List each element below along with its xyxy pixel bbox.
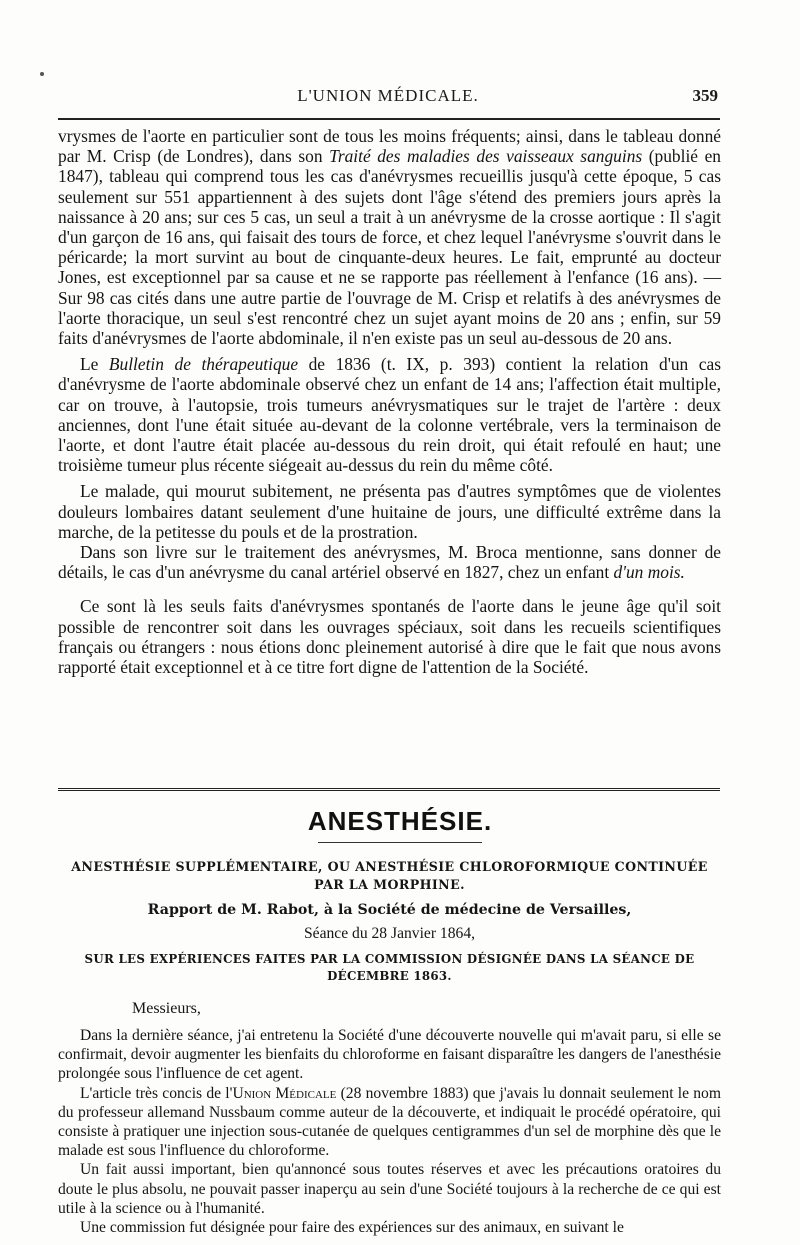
paragraph-text: Le: [80, 354, 109, 375]
paragraph-crisp: [58, 126, 721, 348]
section-subheading: ANESTHÉSIE SUPPLÉMENTAIRE, OU ANESTHÉSIE CHLOROFORMIQUE CONTINUÉE PAR LA MORPHINE.: [71, 859, 708, 892]
paragraph-broca: [58, 542, 721, 582]
ink-speck: [40, 72, 44, 76]
paragraph-text: Dans son livre sur le traitement des anévrysmes, M. Broca mentionne, sans donner de détails, le cas d'un anévrysme du canal artériel observé en 1827, chez un enfant: [58, 542, 721, 583]
section-title-underline: [318, 842, 482, 843]
report-body: [58, 1026, 721, 1237]
section-divider: [58, 788, 720, 795]
paragraph-conclusion: Ce sont là les seuls faits d'anévrysmes spontanés de l'aorte dans le jeune âge qu'il soit possible de rencontrer soit dans les ouvrages spéciaux, soit dans les recueils scientifiques français ou étrangers : nous étions donc pleinement autorisé à dire que le fait que nous avons rapporté était exceptionnel et à ce titre fort digne de l'attention de la Société.: [58, 596, 721, 678]
paragraph-malade: Le malade, qui mourut subitement, ne présenta pas d'autres symptômes que de violentes douleurs lombaires datant seulement d'une huitaine de jours, une difficulté extrême dans la marche, de la petitesse du pouls et de la prostration.: [58, 481, 721, 542]
page-number: 359: [692, 86, 718, 105]
paragraph-bulletin: [58, 354, 721, 475]
session-date: Séance du 28 Janvier 1864,: [303, 925, 476, 942]
running-title: L'UNION MÉDICALE.: [297, 86, 479, 105]
paragraph-article-concis: [58, 1084, 721, 1161]
article-body: [58, 126, 721, 677]
report-attribution: Rapport de M. Rabot, à la Société de médecine de Versailles,: [147, 902, 632, 918]
paragraph-text: (28 novembre 1883) que j'avais lu donnait seulement le nom du professeur allemand Nussbaum comme auteur de la découverte, et indiquait le procédé opératoire, qui consiste à pratiquer une injection sous-cutanée de quelques centigrammes d'un sel de morphine dès que le malade est sous l'influence du chloroforme.: [58, 1084, 721, 1160]
paragraph-derniere-seance: Dans la dernière séance, j'ai entretenu la Société d'une découverte nouvelle qui m'avait paru, si elle se confirmait, devoir augmenter les bienfaits du chloroforme en faisant disparaître les dangers de l'anesthésie prolongée sous l'influence de cet agent.: [58, 1027, 721, 1083]
anesthesia-section: [58, 858, 721, 1237]
journal-name: Union Médicale: [232, 1084, 337, 1102]
commission-heading: SUR LES EXPÉRIENCES FAITES PAR LA COMMISSION DÉSIGNÉE DANS LA SÉANCE DE DÉCEMBRE 1863.: [84, 952, 695, 983]
age-emphasis: d'un mois.: [613, 562, 685, 583]
paragraph-commission: Une commission fut désignée pour faire des expériences sur des animaux, en suivant le: [80, 1219, 624, 1237]
paragraph-text: (publié en 1847), tableau qui comprend tous les cas d'anévrysmes recueillis jusqu'à cette époque, 5 cas seulement sur 551 appartiennent à des sujets dont l'âge s'étend des premiers jours après la naissance à 20 ans; sur ces 5 cas, un seul a trait à un anévrysme de la crosse aortique : Il s'agit d'un garçon de 16 ans, qui faisait des tours de force, et chez lequel l'anévrysme s'ouvrit dans le péricarde; la mort survint au bout de cinquante-deux heures. Le fait, emprunté au docteur Jones, est exceptionnel par sa cause et ne se rapporte pas réellement à l'enfance (16 ans). — Sur 98 cas cités dans une autre partie de l'ouvrage de M. Crisp et relatifs à des anévrysmes de l'aorte thoracique, un seul s'est rencontré chez un sujet ayant moins de 20 ans ; enfin, sur 59 faits d'anévrysmes de l'aorte abdominale, il n'en existe pas un seul au-dessous de 20 ans.: [58, 146, 721, 349]
book-title: Traité des maladies des vaisseaux sanguins: [329, 146, 643, 167]
paragraph-text: de 1836 (t. IX, p. 393) contient la relation d'un cas d'anévrysme de l'aorte abdominale observé chez un enfant de 14 ans; l'affection était multiple, car on trouve, à l'autopsie, trois tumeurs anévrysmatiques sur le trajet de l'artère : deux anciennes, dont l'une était située au-devant de la colonne vertébrale, vers la terminaison de l'aorte, et dont l'autre était placée au-dessous du rein droit, qui était refoulé en haut; une troisième tumeur plus récente siégeait au-dessus du rein du même côté.: [58, 354, 721, 476]
salutation: Messieurs,: [132, 1000, 201, 1017]
paragraph-text: L'article très concis de l': [80, 1084, 233, 1102]
page-header: [58, 82, 718, 112]
paragraph-text: vrysmes de l'aorte en particulier sont de tous les moins fréquents; ainsi, dans le tableau donné par M. Crisp (de Londres), dans son: [58, 126, 721, 167]
paragraph-fait-important: Un fait aussi important, bien qu'annoncé sous toutes réserves et avec les précautions oratoires du doute le plus absolu, ne pouvait passer inaperçu au sein d'une Société toujours à la recherche de ce qui est utile à la science ou à l'humanité.: [58, 1161, 721, 1217]
header-rule: [58, 118, 720, 120]
section-title: ANESTHÉSIE.: [307, 806, 493, 836]
journal-title: Bulletin de thérapeutique: [108, 354, 299, 375]
